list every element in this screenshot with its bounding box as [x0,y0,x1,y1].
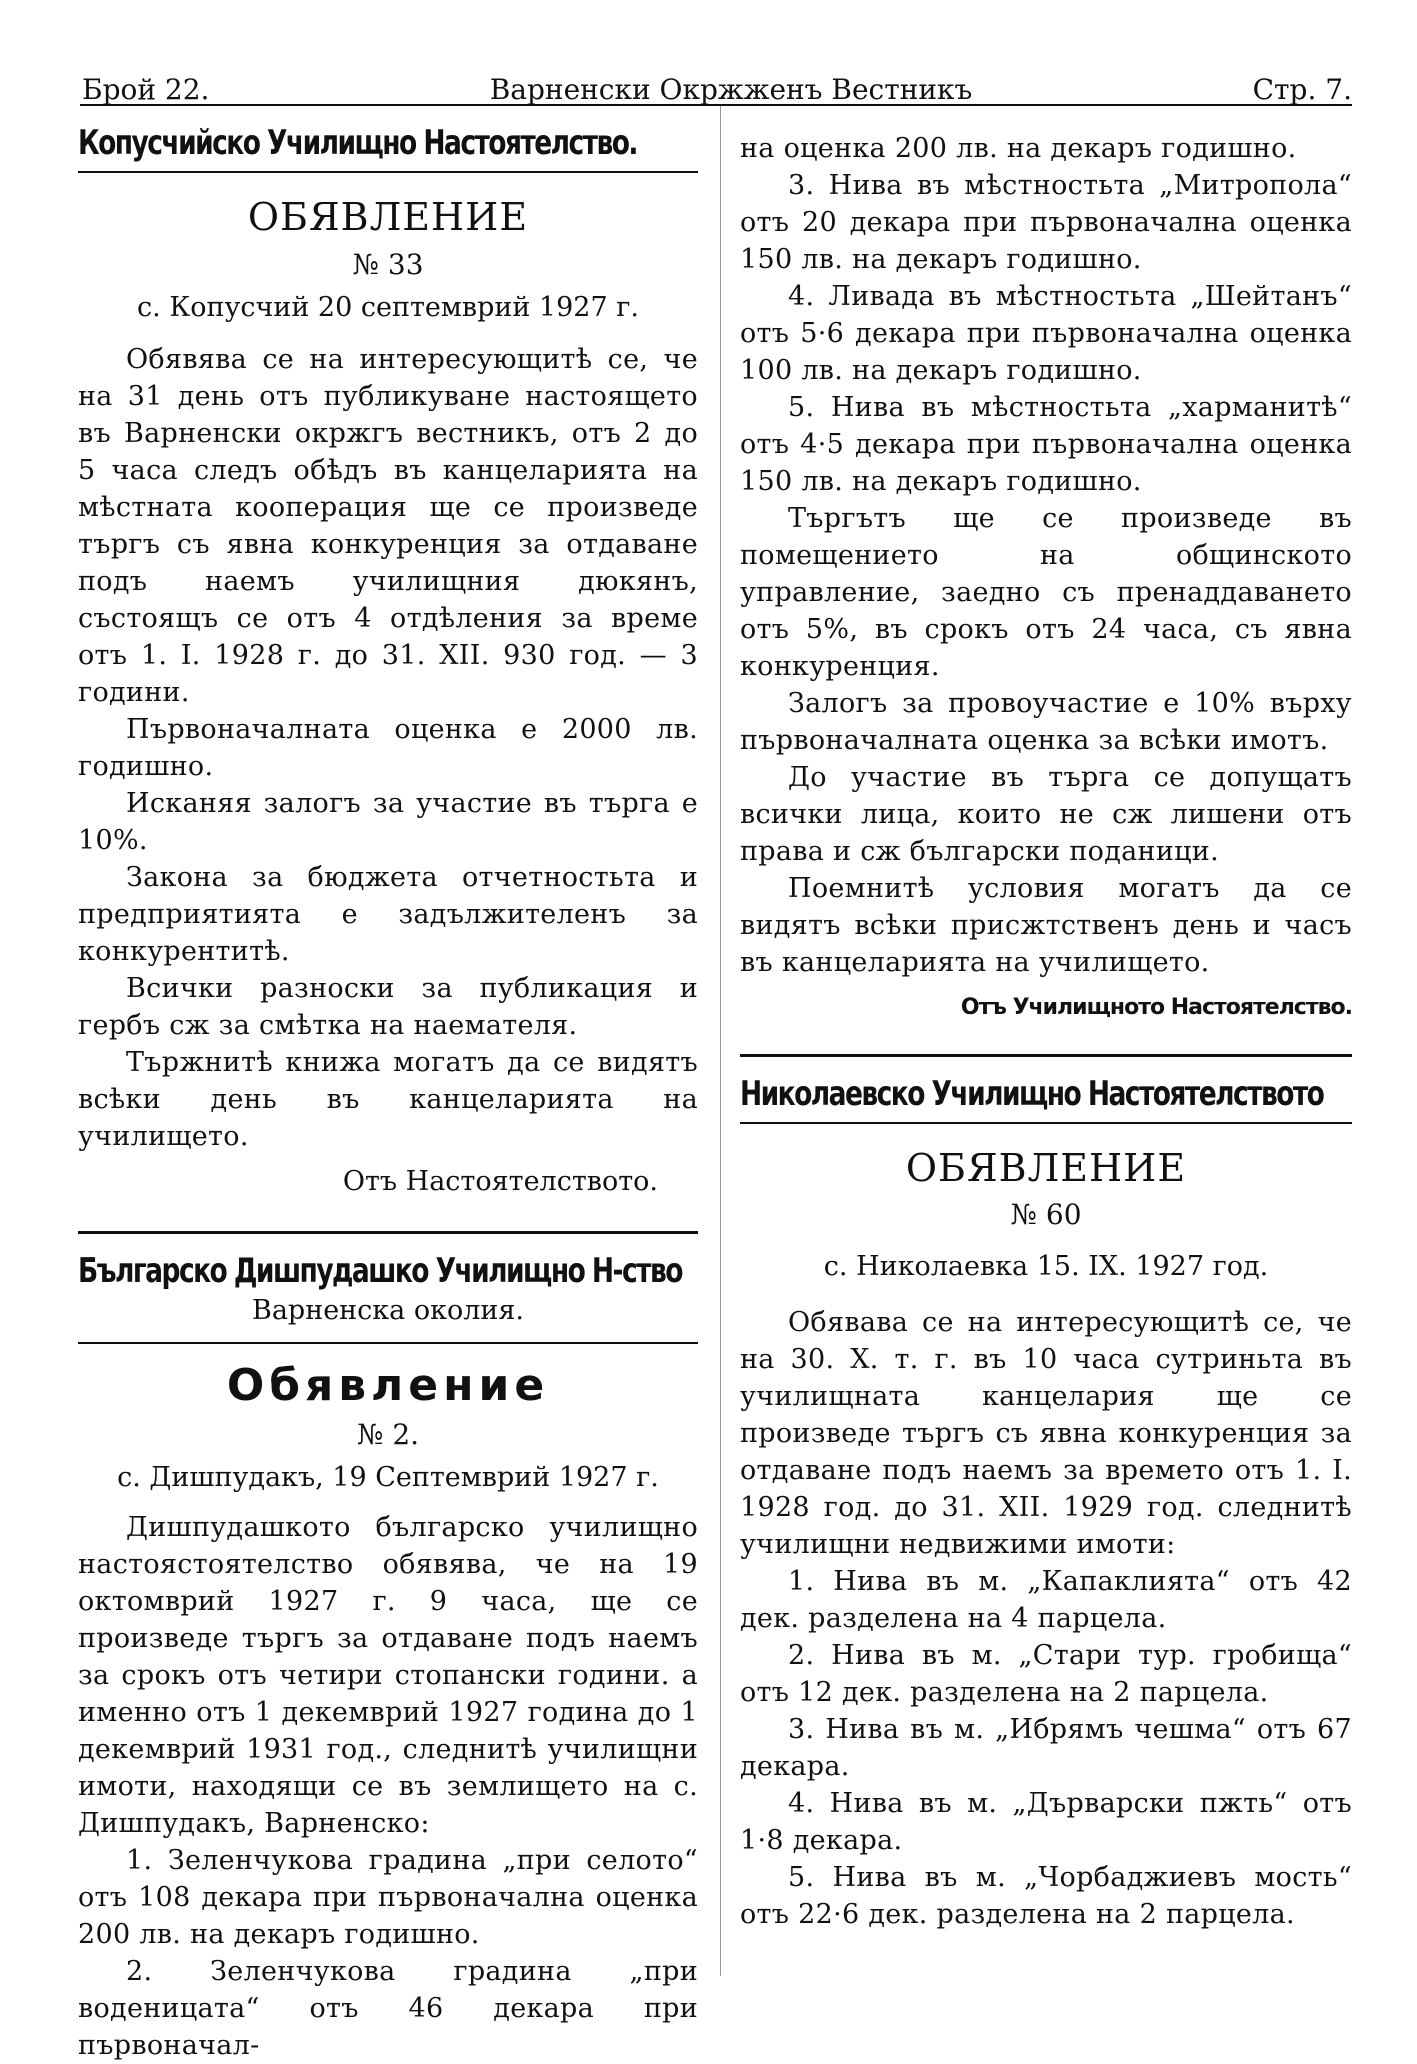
section-separator [78,1231,698,1234]
dishpudak-subheading: Варненска околия. [251,1294,525,1326]
nikolaevka-paragraph: 3. Нива въ м. „Ибрямъ чешма“ отъ 67 декара. [740,1713,1352,1782]
kopuschiy-paragraph: Първоначалната оценка е 2000 лв. годишно. [78,713,698,782]
column-divider [720,106,721,1976]
section-separator [740,1054,1352,1057]
nikolaevka-paragraph: 2. Нива въ м. „Стари тур. гробища“ отъ 12 дек. разделена на 2 парцела. [740,1639,1352,1708]
kopuschiy-heading-rule [78,171,698,173]
kopuschiy-signature: Отъ Настоятелството. [342,1165,658,1197]
dishpudak-signature: Отъ Училищното Настоятелство. [960,995,1352,1020]
dishpudak-continued: на оценка 200 лв. на декаръ годишно. [740,133,1297,164]
running-header [82,60,1352,104]
dishpudak-paragraph: 2. Зеленчукова градина „при воденицата“ отъ 46 декара при първоначал- [78,1955,698,2061]
kopuschiy-paragraph: Тържнитѣ книжа могатъ да се видятъ всѣки день въ канцеларията на училището. [78,1046,698,1152]
kopuschiy-paragraph: Обявява се на интересующитѣ се, че на 31 день отъ публикуване настоящето въ Варненски окржгъ вестникъ, отъ 2 до 5 часа следъ обѣдъ въ канцеларията на мѣстната кооперация ще се произведе търгъ съ явна конкуренция за отдаване подъ наемъ училищния дюкянъ, състоящъ се отъ 4 отдѣления за време отъ 1. I. 1928 г. до 31. XII. 930 год. — 3 години. [78,343,698,708]
page-number: Стр. 7. [1252,73,1352,106]
dishpudak-continued: До участие въ търга се допущатъ всички лица, които не сж лишени отъ права и сж български поданици. [740,762,1352,867]
dishpudak-continued: 4. Ливада въ мѣстностьта „Шейтанъ“ отъ 5·6 декара при първоначална оценка 100 лв. на декаръ годишно. [740,281,1352,386]
kopuschiy-paragraph: Всички разноски за публикация и гербъ сж за смѣтка на наемателя. [78,972,698,1041]
dishpudak-place-date: с. Дишпудакъ, 19 Септемврий 1927 г. [117,1462,659,1494]
nikolaevka-paragraph: 4. Нива въ м. „Дърварски пжть“ отъ 1·8 декара. [740,1787,1352,1856]
nikolaevka-paragraph: 1. Нива въ м. „Капаклията“ отъ 42 дек. разделена на 4 парцела. [740,1565,1352,1634]
dishpudak-continued: Поемнитѣ условия могатъ да се видятъ всѣки присжтственъ день и часъ въ канцеларията на училището. [740,873,1352,978]
kopuschiy-place-date: с. Копусчий 20 септемврий 1927 г. [137,292,639,324]
issue-number: Брой 22. [82,73,210,106]
dishpudak-title: Обявление [226,1359,550,1411]
kopuschiy-paragraph: Закона за бюджета отчетностьта и предприятията е задължителенъ за конкурентитѣ. [78,861,698,967]
dishpudak-continued: Търгътъ ще се произведе въ помещението на общинското управление, заедно съ пренаддаването отъ 5%, въ срокъ отъ 24 часа, съ явна конкуренция. [740,503,1352,682]
dishpudak-heading-rule [78,1342,698,1344]
nikolaevka-heading-rule [740,1122,1352,1124]
kopuschiy-paragraph: Исканяя залогъ за участие въ търга е 10%. [78,787,698,856]
nikolaevka-paragraph: 5. Нива въ м. „Чорбаджиевъ мость“ отъ 22·6 дек. разделена на 2 парцела. [740,1861,1352,1930]
dishpudak-continued: 3. Нива въ мѣстностьта „Митропола“ отъ 20 декара при първоначална оценка 150 лв. на декаръ годишно. [740,170,1352,275]
kopuschiy-heading: Копусчийско Училищно Настоятелство. [78,123,637,163]
right-column [740,106,1352,1933]
nikolaevka-heading: Николаевско Училищно Настоятелството [740,1073,1324,1114]
nikolaevka-paragraph: Обявава се на интересующитѣ се, че на 30. X. т. г. въ 10 часа сутриньта въ училищната канцелария ще се произведе търгъ съ явна конкуренция за отдаване подъ наемъ за времето отъ 1. I. 1928 год. до 31. XII. 1929 год. следнитѣ училищни недвижими имоти: [740,1306,1352,1560]
dishpudak-continued: Залогъ за провоучастие е 10% върху първоначалната оценка за всѣки имотъ. [740,688,1352,756]
dishpudak-heading: Българско Дишпудашко Училищно Н-ство [78,1250,682,1291]
dishpudak-continued: 5. Нива въ мѣстностьта „харманитѣ“ отъ 4·5 декара при първоначална оценка 150 лв. на декаръ годишно. [740,392,1352,497]
kopuschiy-title: ОБЯВЛЕНИЕ [247,195,529,240]
nikolaevka-title: ОБЯВЛЕНИЕ [905,1145,1187,1190]
left-column [78,106,698,2064]
nikolaevka-number: № 60 [1010,1198,1082,1232]
newspaper-title: Варненски Окржженъ Вестникъ [489,73,973,106]
kopuschiy-number: № 33 [352,247,424,281]
dishpudak-number: № 2. [356,1417,420,1451]
dishpudak-paragraph: 1. Зеленчукова градина „при селото“ отъ 108 декара при първоначална оценка 200 лв. на декаръ годишно. [78,1844,698,1950]
nikolaevka-place-date: с. Николаевка 15. IX. 1927 год. [823,1250,1269,1282]
dishpudak-paragraph: Дишпудашкото българско училищно настоястоятелство обявява, че на 19 октомврий 1927 г. 9 часа, ще се произведе търгъ за отдаване подъ наемъ за срокъ отъ четири стопански години. а именно отъ 1 декемврий 1927 година до 1 декемврий 1931 год., следнитѣ училищни имоти, находящи се въ землището на с. Дишпудакъ, Варненско: [78,1511,698,1839]
